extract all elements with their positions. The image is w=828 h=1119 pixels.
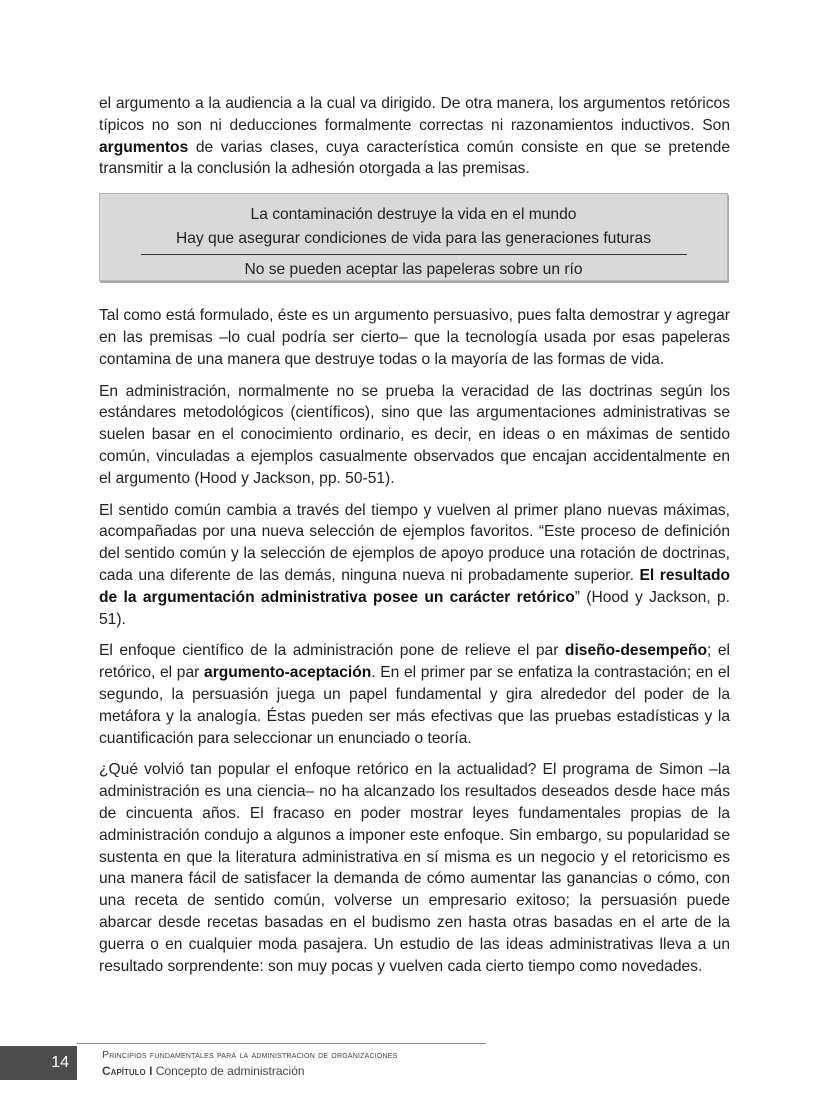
term-diseno-desempeno: diseño-desempeño xyxy=(564,642,708,660)
page-footer xyxy=(0,1043,828,1083)
bold-rhetorical-result: El resultado de la argumentación administrativa posee un carácter retórico xyxy=(99,566,730,606)
conclusion: No se pueden aceptar las papeleras sobre un río xyxy=(244,261,583,279)
book-title: Principios fundamentales para la administración de organizaciones xyxy=(102,1049,398,1061)
premise-2: Hay que asegurar condiciones de vida para las generaciones futuras xyxy=(175,230,652,248)
paragraph-scientific-approach: El enfoque científico de la administración pone de relieve el par diseño-desempeño; el retórico, el par argumento-aceptación. En el primer par se enfatiza la contrastación; en el segundo, la persuasión juega un papel fundamental y gira alrededor del poder de la metáfora y la analogía. Éstas pueden ser más efectivas que las pruebas estadísticas y la cuantificación para seleccionar un enunciado o teoría. xyxy=(99,642,730,747)
premise-1: La contaminación destruye la vida en el mundo xyxy=(250,206,577,224)
chapter-heading xyxy=(102,1064,305,1078)
paragraph-administration-doctrines: En administración, normalmente no se prueba la veracidad de las doctrinas según los estándares metodológicos (científicos), sino que las argumentaciones administrativas se suelen basar en el conocimiento ordinario, es decir, en ideas o en máximas de sentido común, vinculadas a ejemplos casualmente observados que encajan accidentalmente en el argumento (Hood y Jackson, pp. 50-51). xyxy=(99,382,730,487)
paragraph-persuasive-argument: Tal como está formulado, éste es un argumento persuasivo, pues falta demostrar y agregar en las premisas –lo cual podría ser cierto– que la tecnología usada por esas papeleras contamina de una manera que destruye todas o la mayoría de las formas de vida. xyxy=(99,307,730,368)
footer-divider xyxy=(77,1043,486,1044)
chapter-title: Concepto de administración xyxy=(152,1064,305,1078)
term-argumento-aceptacion: argumento-aceptación xyxy=(204,664,372,682)
paragraph-rhetoric-popularity: ¿Qué volvió tan popular el enfoque retórico en la actualidad? El programa de Simon –la administración es una ciencia– no ha alcanzado los resultados deseados desde hace más de cincuenta años. El fracaso en poder mostrar leyes fundamentales propias de la administración condujo a algunos a imponer este enfoque. Sin embargo, su popularidad se sustenta en que la literatura administrativa en sí misma es un negocio y el retoricismo es una manera fácil de satisfacer la demanda de cómo aumentar las ganancias o cómo, con una receta de sentido común, volverse un empresario exitoso; la persuasión puede abarcar desde recetas basadas en el budismo zen hasta otras basadas en el arte de la guerra o en cualquier moda pasajera. Un estudio de las ideas administrativas lleva a un resultado sorprendente: son muy pocas y vuelven cada cierto tiempo como novedades. xyxy=(99,761,730,975)
chapter-label: Capítulo I xyxy=(102,1064,153,1078)
page-number: 14 xyxy=(0,1046,77,1080)
argument-example-box xyxy=(99,193,728,281)
paragraph-common-sense: El sentido común cambia a través del tiempo y vuelven al primer plano nuevas máximas, acompañadas por una nueva selección de ejemplos favoritos. “Este proceso de definición del sentido común y la selección de ejemplos de apoyo produce una rotación de doctrinas, cada una diferente de las demás, ninguna nueva ni probadamente superior. El resultado de la argumentación administrativa posee un carácter retórico” (Hood y Jackson, p. 51). xyxy=(99,501,730,628)
paragraph-rhetorical-arguments: el argumento a la audiencia a la cual va dirigido. De otra manera, los argumentos retóricos típicos no son ni deducciones formalmente correctas ni razonamientos inductivos. Son argumentos de varias clases, cuya característica común consiste en que se pretende transmitir a la conclusión la adhesión otorgada a las premisas. xyxy=(99,95,730,178)
term-argumentos: argumentos xyxy=(99,138,189,156)
main-content xyxy=(99,93,730,987)
conclusion-divider xyxy=(141,254,687,255)
